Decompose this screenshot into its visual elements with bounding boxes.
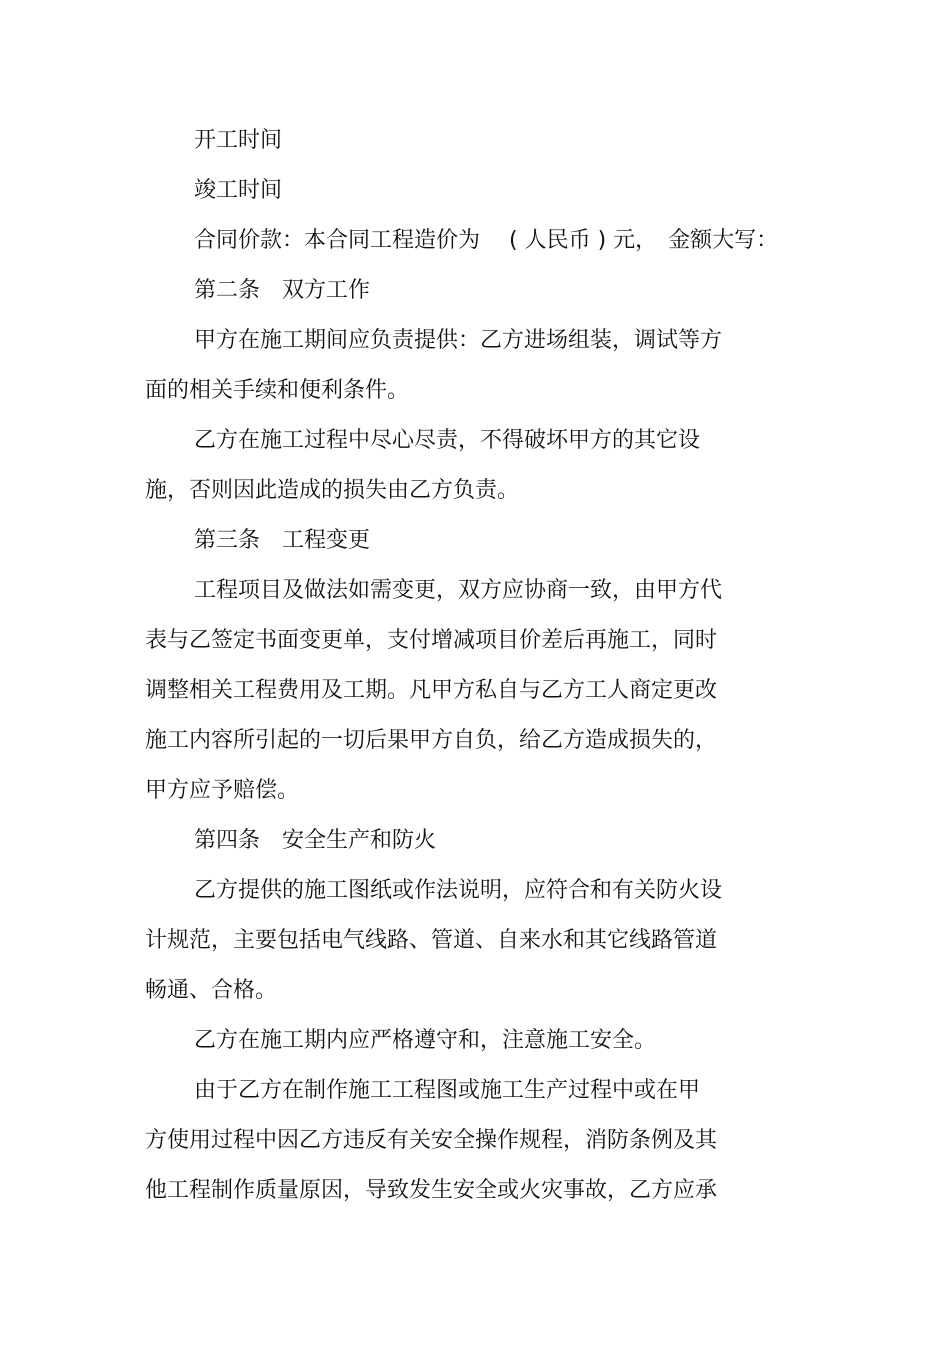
paragraph-line: 施工内容所引起的一切后果甲方自负，给乙方造成损失的， (145, 728, 718, 753)
paragraph-line: 甲方在施工期间应负责提供：乙方进场组装，调试等方 (194, 328, 723, 353)
paragraph-line: 畅通、合格。 (145, 978, 278, 1003)
paragraph-line: 施，否则因此造成的损失由乙方负责。 (145, 478, 520, 503)
paragraph-line: 计规范，主要包括电气线路、管道、自来水和其它线路管道 (145, 928, 718, 953)
paragraph-line: 他工程制作质量原因，导致发生安全或火灾事故，乙方应承 (145, 1178, 718, 1203)
paragraph-line: 调整相关工程费用及工期。凡甲方私自与乙方工人商定更改 (145, 678, 718, 703)
completion-time-line: 竣工时间 (194, 178, 283, 203)
paragraph-line: 乙方在施工过程中尽心尽责，不得破坏甲方的其它设 (194, 428, 701, 453)
article-3-heading: 第三条 工程变更 (194, 528, 371, 553)
start-time-line: 开工时间 (194, 128, 283, 153)
paragraph-line: 乙方提供的施工图纸或作法说明，应符合和有关防火设 (194, 878, 723, 903)
paragraph-line: 表与乙签定书面变更单，支付增减项目价差后再施工，同时 (145, 628, 718, 653)
article-2-heading: 第二条 双方工作 (194, 278, 371, 303)
paragraph-line: 面的相关手续和便利条件。 (145, 378, 410, 403)
paragraph-line: 甲方应予赔偿。 (145, 778, 300, 803)
article-4-heading: 第四条 安全生产和防火 (194, 828, 437, 853)
paragraph-line: 工程项目及做法如需变更，双方应协商一致，由甲方代 (194, 578, 723, 603)
paragraph-line: 乙方在施工期内应严格遵守和，注意施工安全。 (194, 1028, 657, 1053)
paragraph-line: 方使用过程中因乙方违反有关安全操作规程，消防条例及其 (145, 1128, 718, 1153)
contract-price-line: 合同价款：本合同工程造价为 ( 人民币 ) 元， 金额大写： (194, 228, 779, 253)
paragraph-line: 由于乙方在制作施工工程图或施工生产过程中或在甲 (194, 1078, 701, 1103)
